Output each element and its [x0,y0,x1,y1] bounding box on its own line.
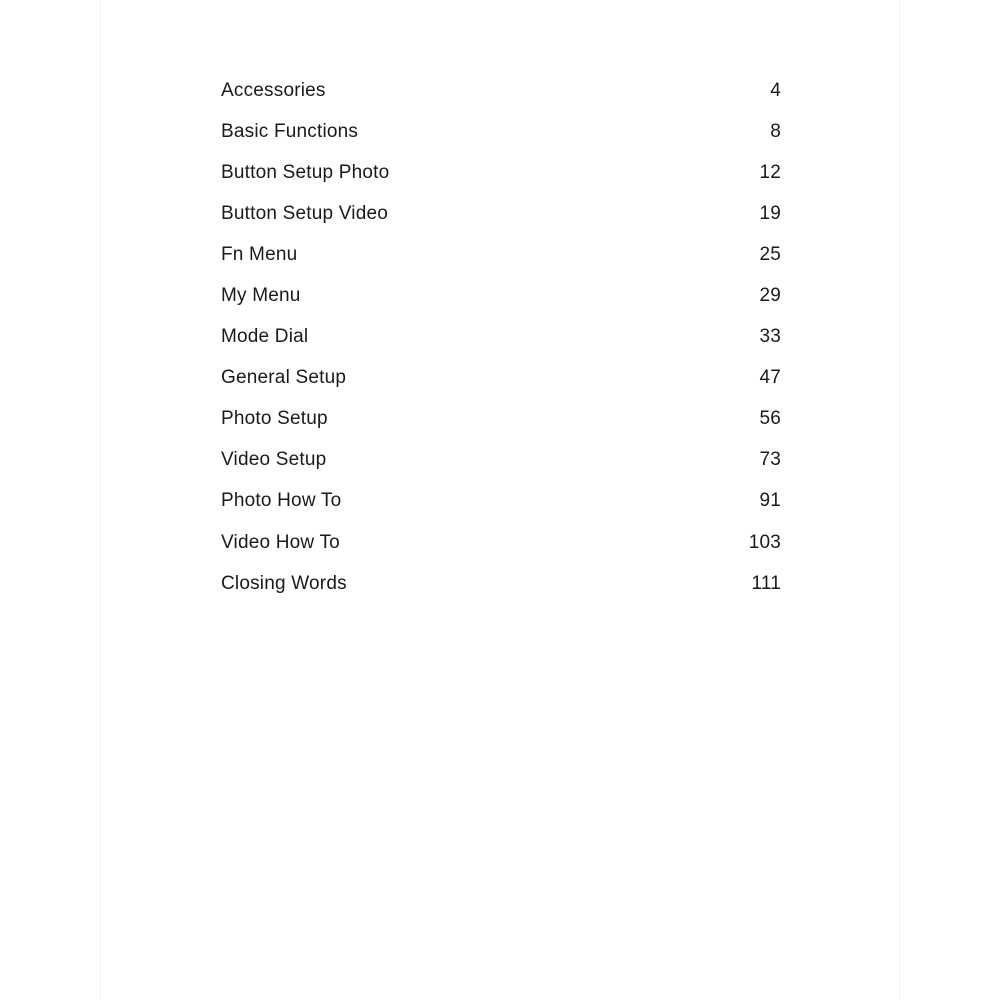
toc-entry[interactable] [221,399,781,440]
toc-entry-page-number: 47 [759,367,781,389]
table-of-contents [221,70,781,604]
toc-entry-page-number: 4 [770,79,781,101]
toc-entry[interactable] [221,358,781,399]
toc-entry[interactable] [221,563,781,604]
toc-entry-title: Fn Menu [221,243,298,265]
toc-entry-title: Button Setup Video [221,202,388,224]
toc-entry-title: Mode Dial [221,326,309,348]
toc-entry[interactable] [221,70,781,111]
toc-entry-title: Video Setup [221,449,327,471]
toc-entry-page-number: 8 [770,120,781,142]
toc-entry[interactable] [221,275,781,316]
toc-entry-title: Accessories [221,79,326,101]
document-page [100,0,900,1000]
toc-entry[interactable] [221,193,781,234]
toc-entry-title: General Setup [221,367,347,389]
toc-entry-title: My Menu [221,285,301,307]
toc-entry[interactable] [221,317,781,358]
toc-entry[interactable] [221,440,781,481]
toc-entry-title: Button Setup Photo [221,161,390,183]
toc-entry[interactable] [221,152,781,193]
toc-entry-page-number: 29 [759,285,781,307]
toc-entry-title: Video How To [221,531,340,553]
toc-entry-page-number: 33 [759,326,781,348]
toc-entry-page-number: 56 [759,408,781,430]
toc-entry[interactable] [221,481,781,522]
toc-entry-page-number: 111 [751,572,781,594]
toc-entry[interactable] [221,234,781,275]
toc-entry-title: Closing Words [221,572,347,594]
toc-entry-title: Photo Setup [221,408,328,430]
toc-entry-page-number: 25 [759,243,781,265]
toc-entry-page-number: 91 [759,490,781,512]
toc-entry-page-number: 73 [759,449,781,471]
toc-entry-page-number: 19 [759,202,781,224]
toc-entry-page-number: 103 [748,531,781,553]
toc-entry[interactable] [221,522,781,563]
toc-entry-title: Basic Functions [221,120,359,142]
toc-entry[interactable] [221,111,781,152]
toc-entry-title: Photo How To [221,490,342,512]
toc-entry-page-number: 12 [759,161,781,183]
